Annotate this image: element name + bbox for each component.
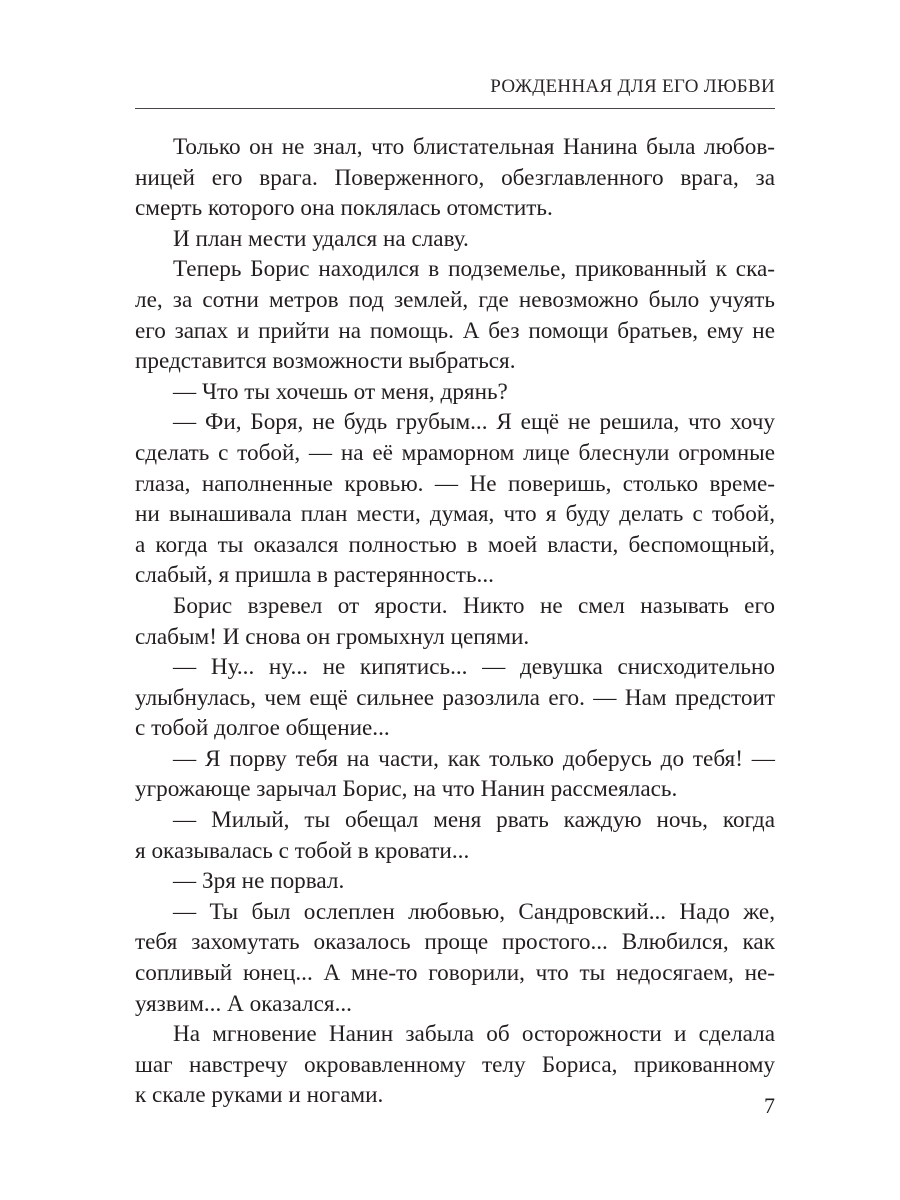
text-line: — Ты был ослеплен любовью, Сандровский... Надо же, [173,898,775,925]
text-line: представится возможности выбраться. [135,348,516,375]
body-text [135,132,775,1111]
text-line: к скале руками и ногами. [135,1082,384,1109]
header-rule [135,108,775,109]
text-line: Только он не знал, что блистательная Нанина была любов- [173,134,775,160]
text-line: глаза, наполненные кровью. — Не поверишь, столько време- [135,470,775,497]
text-line: сопливый юнец... А мне-то говорили, что ты недосягаем, не- [135,960,775,987]
text-line: И план мести удался на славу. [173,225,469,252]
text-line: ле, за сотни метров под землей, где невозможно было учуять [135,286,775,313]
text-line: — Я порву тебя на части, как только доберусь до тебя! — [173,745,775,772]
text-line: — Что ты хочешь от меня, дрянь? [173,378,508,405]
text-line: угрожающе зарычал Борис, на что Нанин рассмеялась. [135,776,678,803]
text-line: уязвим... А оказался... [135,990,352,1017]
text-line: тебя захомутать оказалось проще простого... Влюбился, как [135,929,775,956]
text-line: — Фи, Боря, не будь грубым... Я ещё не решила, что хочу [173,409,775,436]
text-line: я оказывалась с тобой в кровати... [135,837,470,864]
text-line: Теперь Борис находился в подземелье, прикованный к ска- [173,256,775,283]
text-line: ницей его врага. Поверженного, обезглавленного врага, за [135,164,775,191]
text-line: его запах и прийти на помощь. А без помощи братьев, ему не [135,317,775,344]
text-line: смерть которого она поклялась отомстить. [135,195,553,222]
text-line: ни вынашивала план мести, думая, что я буду делать с тобой, [135,501,775,528]
text-line: улыбнулась, чем ещё сильнее разозлила его. — Нам предстоит [135,684,775,711]
running-head: РОЖДЕННАЯ ДЛЯ ЕГО ЛЮБВИ [490,76,775,97]
text-line: слабый, я пришла в растерянность... [135,562,494,589]
text-line: сделать с тобой, — на её мраморном лице блеснули огромные [135,439,775,466]
text-line: а когда ты оказался полностью в моей власти, беспомощный, [135,531,775,558]
text-line: — Милый, ты обещал меня рвать каждую ночь, когда [173,807,775,834]
page-number: 7 [764,1093,775,1118]
text-line: с тобой долгое общение... [135,715,390,742]
text-line: шаг навстречу окровавленному телу Бориса, прикованному [135,1051,775,1078]
text-line: — Ну... ну... не кипятись... — девушка снисходительно [173,654,775,681]
text-line: — Зря не порвал. [173,868,345,895]
text-line: слабым! И снова он громыхнул цепями. [135,623,530,650]
text-line: Борис взревел от ярости. Никто не смел называть его [173,592,775,619]
text-line: На мгновение Нанин забыла об осторожности и сделала [173,1021,775,1048]
